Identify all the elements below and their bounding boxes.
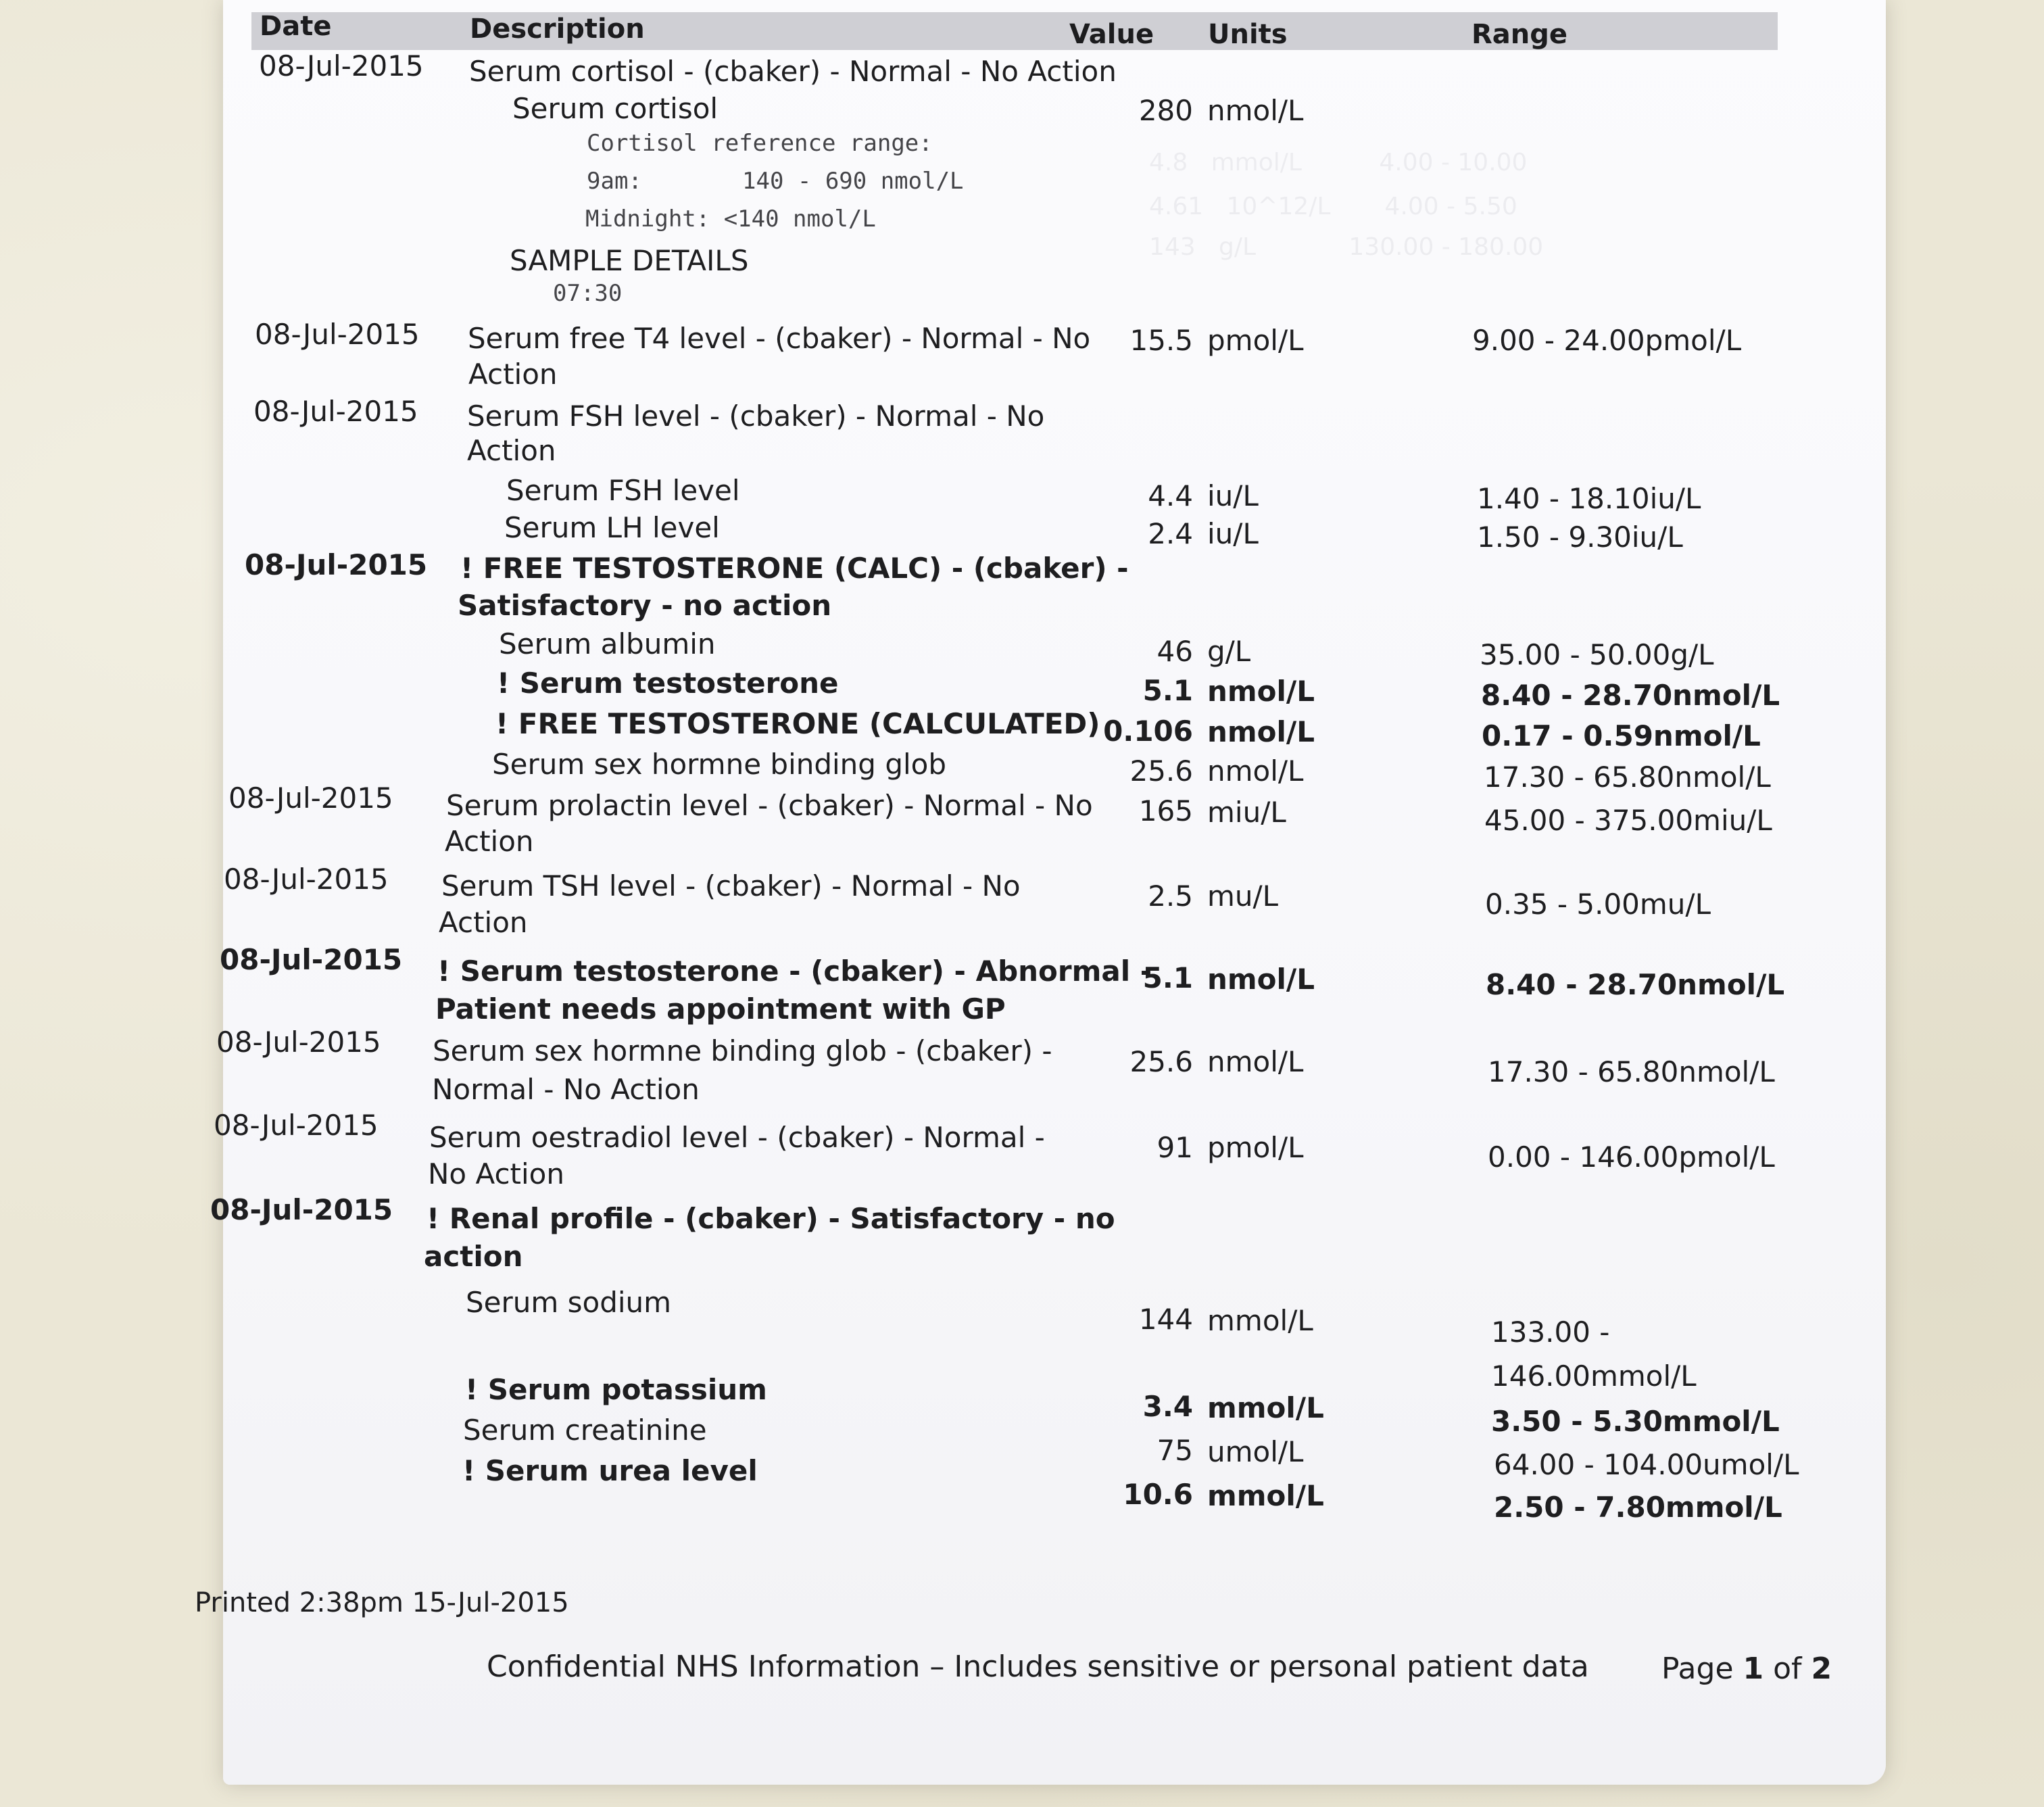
free-testosterone-calculated-range: 0.17 - 0.59nmol/L — [1482, 719, 1761, 752]
shbg-sub-units: nmol/L — [1207, 754, 1304, 788]
tsh-units: mu/L — [1207, 880, 1279, 913]
oestradiol-value: 91 — [1157, 1131, 1193, 1164]
urea-range: 2.50 - 7.80mmol/L — [1494, 1491, 1782, 1524]
oestradiol-date: 08-Jul-2015 — [214, 1109, 379, 1142]
renal-date: 08-Jul-2015 — [210, 1193, 393, 1226]
show-through: 143 g/L 130.00 - 180.00 — [1149, 233, 1544, 261]
urea-name: ! Serum urea level — [462, 1454, 758, 1487]
fsh-item-name: Serum FSH level — [506, 474, 740, 507]
free-testosterone-calculated-units: nmol/L — [1207, 715, 1315, 748]
lh-item-value: 2.4 — [1148, 517, 1193, 550]
fsh-item-range: 1.40 - 18.10iu/L — [1477, 482, 1701, 515]
testosterone-sub-name: ! Serum testosterone — [497, 667, 839, 700]
sodium-name: Serum sodium — [466, 1286, 672, 1319]
urea-value: 10.6 — [1123, 1478, 1193, 1511]
testosterone-value: 5.1 — [1142, 961, 1193, 994]
sodium-range-line2: 146.00mmol/L — [1491, 1359, 1697, 1393]
testosterone-sub-units: nmol/L — [1207, 675, 1315, 708]
page-middle: of — [1763, 1652, 1811, 1686]
header-description: Description — [470, 14, 645, 45]
tsh-title-line1: Serum TSH level - (cbaker) - Normal - No — [441, 869, 1021, 902]
prolactin-date: 08-Jul-2015 — [228, 781, 393, 815]
potassium-range: 3.50 - 5.30mmol/L — [1491, 1405, 1780, 1438]
lh-item-name: Serum LH level — [504, 511, 720, 544]
urea-units: mmol/L — [1207, 1479, 1324, 1512]
cortisol-date: 08-Jul-2015 — [259, 49, 424, 82]
fsh-title-line2: Action — [467, 434, 556, 467]
albumin-value: 46 — [1157, 635, 1193, 668]
renal-title-line1: ! Renal profile - (cbaker) - Satisfactory - no — [427, 1202, 1115, 1235]
tsh-title-line2: Action — [439, 906, 528, 939]
fsh-title-line1: Serum FSH level - (cbaker) - Normal - No — [467, 400, 1045, 433]
prolactin-value: 165 — [1138, 794, 1193, 827]
testosterone-sub-range: 8.40 - 28.70nmol/L — [1481, 679, 1780, 712]
prolactin-units: miu/L — [1207, 796, 1286, 829]
albumin-units: g/L — [1207, 635, 1251, 668]
fsh-item-units: iu/L — [1207, 479, 1259, 512]
shbg-sub-name: Serum sex hormne binding glob — [492, 748, 946, 781]
potassium-name: ! Serum potassium — [465, 1373, 767, 1406]
header-range: Range — [1471, 19, 1568, 50]
tsh-value: 2.5 — [1148, 880, 1193, 913]
header-value: Value — [1069, 19, 1154, 50]
free-testosterone-title-line1: ! FREE TESTOSTERONE (CALC) - (cbaker) - — [460, 552, 1129, 585]
testosterone-title-line2: Patient needs appointment with GP — [435, 992, 1006, 1026]
testosterone-range: 8.40 - 28.70nmol/L — [1486, 968, 1785, 1001]
page-current: 1 — [1743, 1652, 1764, 1686]
cortisol-ref-midnight: Midnight: <140 nmol/L — [585, 206, 876, 233]
testosterone-sub-value: 5.1 — [1142, 674, 1193, 707]
show-through: 4.61 10^12/L 4.00 - 5.50 — [1149, 193, 1517, 220]
potassium-units: mmol/L — [1207, 1391, 1324, 1424]
confidential-notice: Confidential NHS Information – Includes sensitive or personal patient data — [487, 1649, 1589, 1684]
cortisol-sample-time: 07:30 — [553, 280, 623, 307]
page-indicator — [1661, 1652, 1832, 1687]
prolactin-title-line2: Action — [445, 825, 534, 858]
cortisol-ref-9am-label: 9am: — [587, 168, 642, 195]
free-testosterone-date: 08-Jul-2015 — [245, 548, 428, 581]
shbg-sub-value: 25.6 — [1129, 754, 1193, 788]
prolactin-title-line1: Serum prolactin level - (cbaker) - Normal - No — [446, 789, 1093, 822]
t4-title-line1: Serum free T4 level - (cbaker) - Normal - No — [468, 322, 1091, 355]
cortisol-value: 280 — [1138, 94, 1193, 127]
free-testosterone-calculated-value: 0.106 — [1103, 715, 1193, 748]
oestradiol-title-line2: No Action — [428, 1157, 565, 1190]
lh-item-range: 1.50 - 9.30iu/L — [1477, 521, 1683, 554]
oestradiol-range: 0.00 - 146.00pmol/L — [1488, 1140, 1775, 1174]
free-testosterone-title-line2: Satisfactory - no action — [458, 589, 832, 622]
shbg-title-line1: Serum sex hormne binding glob - (cbaker) - — [433, 1034, 1052, 1067]
prolactin-range: 45.00 - 375.00miu/L — [1484, 804, 1772, 837]
oestradiol-title-line1: Serum oestradiol level - (cbaker) - Normal - — [429, 1121, 1045, 1154]
cortisol-title: Serum cortisol - (cbaker) - Normal - No Action — [469, 55, 1117, 88]
oestradiol-units: pmol/L — [1207, 1131, 1304, 1164]
fsh-date: 08-Jul-2015 — [253, 395, 418, 428]
sodium-units: mmol/L — [1207, 1304, 1313, 1337]
sodium-value: 144 — [1138, 1303, 1193, 1336]
tsh-range: 0.35 - 5.00mu/L — [1485, 888, 1711, 921]
page-total: 2 — [1811, 1652, 1832, 1686]
t4-value: 15.5 — [1129, 324, 1193, 357]
shbg-sub-range: 17.30 - 65.80nmol/L — [1484, 761, 1771, 794]
lh-item-units: iu/L — [1207, 517, 1259, 550]
cortisol-item: Serum cortisol — [512, 92, 719, 125]
albumin-name: Serum albumin — [499, 627, 716, 660]
cortisol-ref-title: Cortisol reference range: — [587, 130, 933, 157]
printed-timestamp: Printed 2:38pm 15-Jul-2015 — [195, 1587, 569, 1618]
sodium-range-line1: 133.00 - — [1491, 1316, 1610, 1349]
header-date: Date — [260, 11, 332, 42]
renal-title-line2: action — [424, 1240, 523, 1273]
creatinine-value: 75 — [1157, 1434, 1193, 1467]
albumin-range: 35.00 - 50.00g/L — [1480, 638, 1714, 671]
header-units: Units — [1208, 19, 1288, 50]
free-testosterone-calculated-name: ! FREE TESTOSTERONE (CALCULATED) — [495, 707, 1100, 740]
creatinine-units: umol/L — [1207, 1435, 1304, 1468]
page-prefix: Page — [1661, 1652, 1743, 1686]
cortisol-sample-details: SAMPLE DETAILS — [510, 244, 749, 277]
shbg-date: 08-Jul-2015 — [216, 1026, 381, 1059]
cortisol-units: nmol/L — [1207, 94, 1304, 127]
t4-date: 08-Jul-2015 — [255, 318, 420, 351]
t4-title-line2: Action — [468, 358, 558, 391]
cortisol-ref-9am-value: 140 - 690 nmol/L — [742, 168, 964, 195]
potassium-value: 3.4 — [1142, 1390, 1193, 1423]
testosterone-units: nmol/L — [1207, 963, 1315, 996]
creatinine-name: Serum creatinine — [463, 1414, 707, 1447]
show-through: 4.8 mmol/L 4.00 - 10.00 — [1149, 149, 1528, 176]
testosterone-title-line1: ! Serum testosterone - (cbaker) - Abnormal - — [437, 955, 1152, 988]
t4-units: pmol/L — [1207, 324, 1304, 357]
fsh-item-value: 4.4 — [1148, 479, 1193, 512]
testosterone-date: 08-Jul-2015 — [220, 943, 403, 976]
t4-range: 9.00 - 24.00pmol/L — [1472, 324, 1742, 357]
shbg-value: 25.6 — [1129, 1045, 1193, 1078]
creatinine-range: 64.00 - 104.00umol/L — [1494, 1448, 1799, 1481]
shbg-range: 17.30 - 65.80nmol/L — [1488, 1055, 1775, 1088]
shbg-title-line2: Normal - No Action — [432, 1073, 700, 1106]
shbg-units: nmol/L — [1207, 1045, 1304, 1078]
tsh-date: 08-Jul-2015 — [224, 863, 389, 896]
